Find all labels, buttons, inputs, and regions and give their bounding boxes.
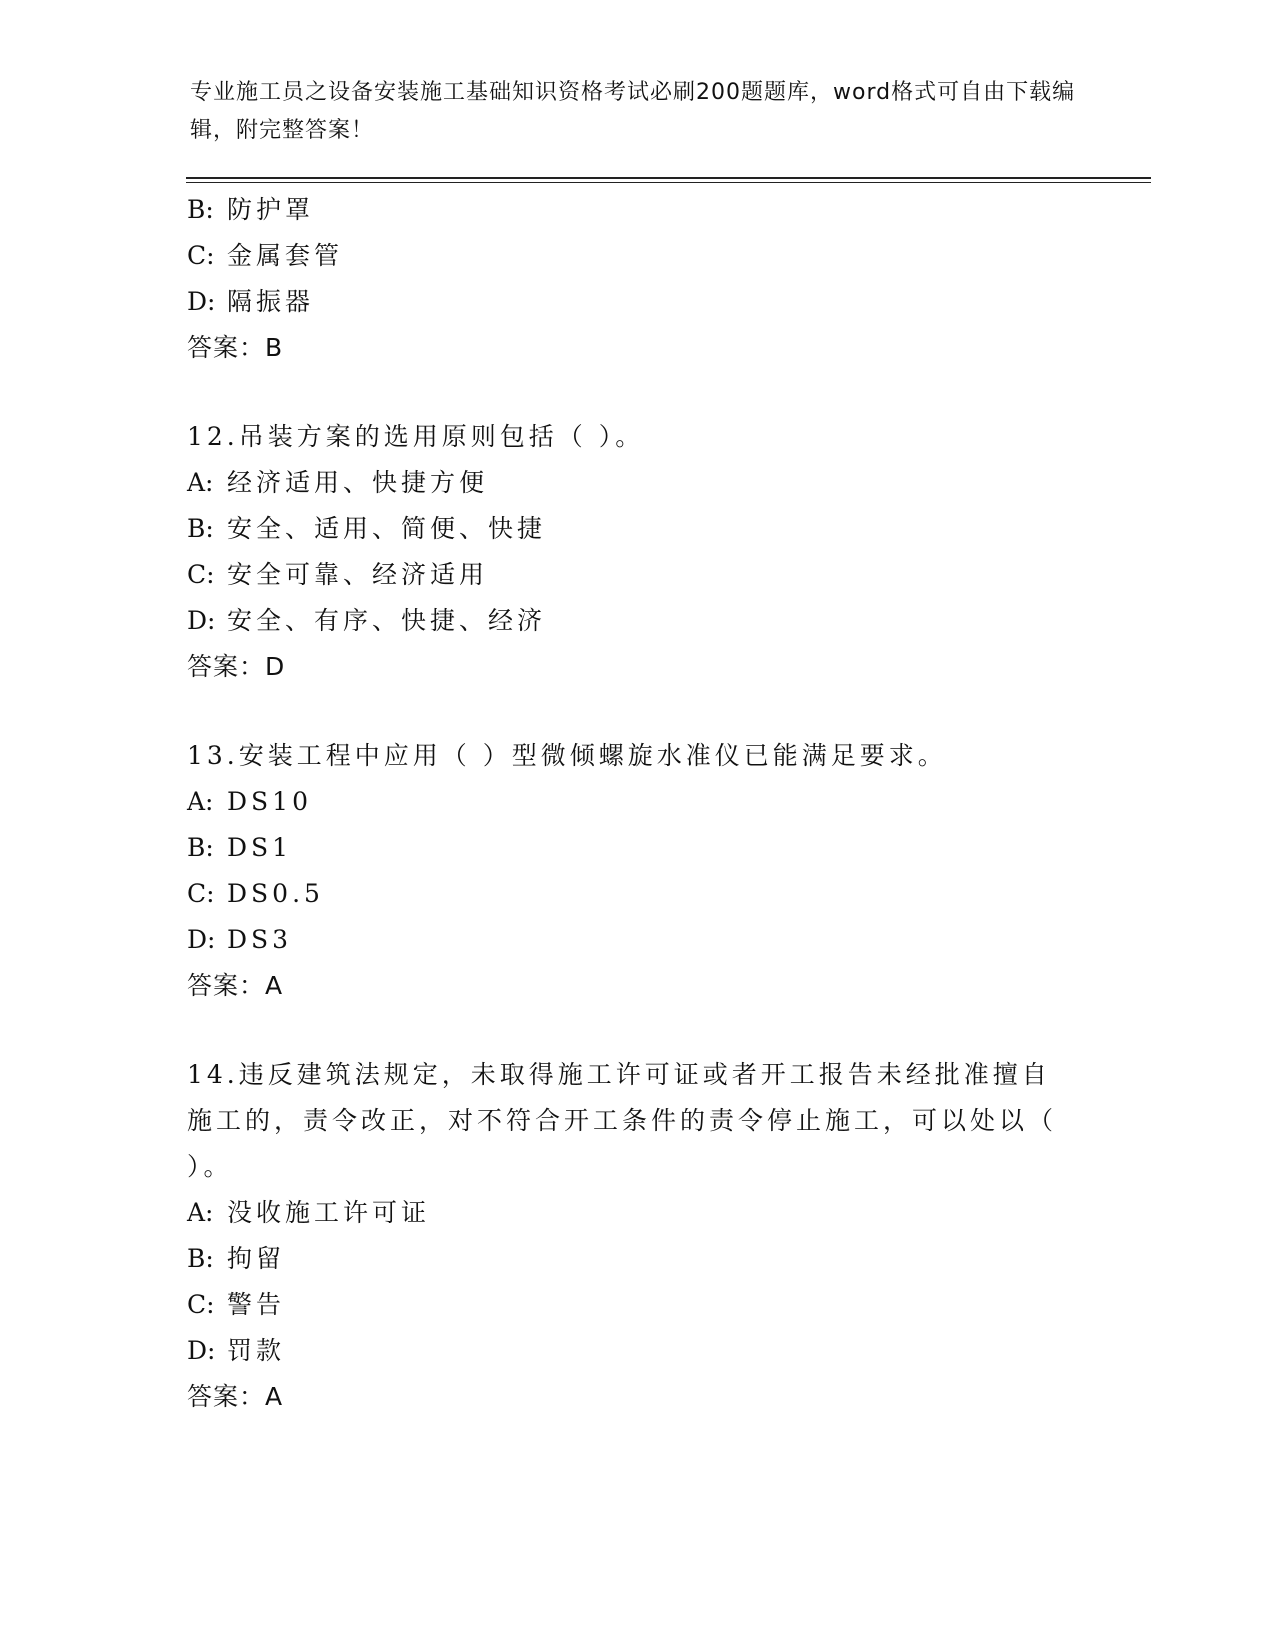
option-row [187, 1190, 1087, 1236]
question-stem: 12.吊装方案的选用原则包括（ ）。 [187, 422, 645, 451]
option-text: 隔振器 [227, 287, 315, 316]
option-row [187, 187, 1087, 233]
option-row [187, 779, 1087, 825]
option-text: 没收施工许可证 [227, 1198, 431, 1227]
option-key: B: [187, 1244, 214, 1273]
option-key: B: [187, 514, 214, 543]
option-text: 安全可靠、经济适用 [227, 560, 489, 589]
question-block-14 [187, 1052, 1087, 1420]
answer-line: 答案：B [187, 333, 284, 362]
option-text: 拘留 [227, 1244, 286, 1273]
question-stem: 14.违反建筑法规定，未取得施工许可证或者开工报告未经批准擅自施工的，责令改正，对不符合开工条件的责令停止施工，可以处以（ ）。 [187, 1060, 1058, 1181]
option-key: D: [187, 287, 216, 316]
answer-line: 答案：A [187, 971, 284, 1000]
option-key: A: [187, 1198, 214, 1227]
header-divider-thick [186, 177, 1151, 179]
option-text: DS3 [227, 925, 293, 954]
option-key: D: [187, 606, 216, 635]
option-row [187, 460, 1087, 506]
option-row [187, 598, 1087, 644]
option-key: C: [187, 879, 215, 908]
option-text: 金属套管 [227, 241, 344, 270]
option-row [187, 917, 1087, 963]
option-text: 防护罩 [227, 195, 315, 224]
option-key: B: [187, 195, 214, 224]
header-divider-thin [186, 182, 1151, 183]
option-row [187, 279, 1087, 325]
answer-line: 答案：A [187, 1382, 284, 1411]
option-key: D: [187, 925, 216, 954]
option-key: C: [187, 241, 215, 270]
option-row [187, 233, 1087, 279]
question-stem: 13.安装工程中应用（ ）型微倾螺旋水准仪已能满足要求。 [187, 741, 947, 770]
option-text: 安全、适用、简便、快捷 [227, 514, 547, 543]
option-key: C: [187, 1290, 215, 1319]
document-header: 专业施工员之设备安装施工基础知识资格考试必刷200题题库，word格式可自由下载编辑，附完整答案！ [190, 80, 1076, 143]
option-text: 罚款 [227, 1336, 286, 1365]
option-row [187, 506, 1087, 552]
option-text: DS0.5 [227, 879, 324, 908]
option-text: DS1 [227, 833, 293, 862]
question-block-11 [187, 187, 1087, 371]
option-text: 经济适用、快捷方便 [227, 468, 489, 497]
option-key: D: [187, 1336, 216, 1365]
option-text: DS10 [227, 787, 312, 816]
option-row [187, 1328, 1087, 1374]
option-text: 警告 [227, 1290, 286, 1319]
option-row [187, 825, 1087, 871]
option-key: C: [187, 560, 215, 589]
question-list [187, 187, 1087, 1420]
question-block-12 [187, 414, 1087, 690]
option-text: 安全、有序、快捷、经济 [227, 606, 547, 635]
question-block-13 [187, 733, 1087, 1009]
option-row [187, 552, 1087, 598]
option-row [187, 1236, 1087, 1282]
option-key: A: [187, 787, 214, 816]
answer-line: 答案：D [187, 652, 286, 681]
option-row [187, 1282, 1087, 1328]
option-key: A: [187, 468, 214, 497]
option-key: B: [187, 833, 214, 862]
option-row [187, 871, 1087, 917]
